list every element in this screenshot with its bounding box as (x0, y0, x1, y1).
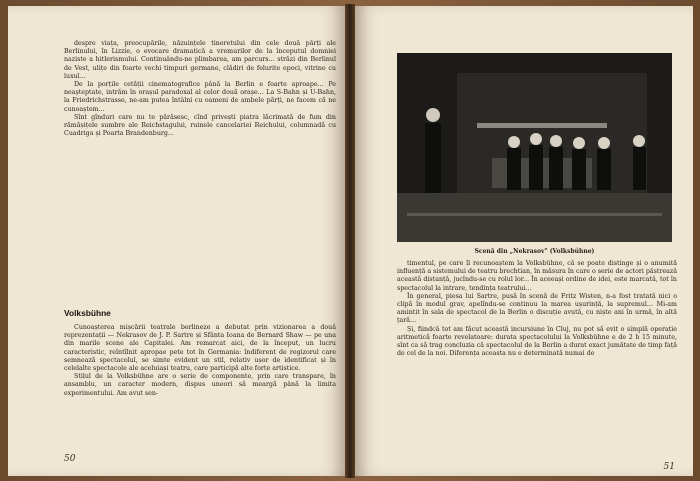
left-page (8, 6, 345, 476)
paragraph: timentul, pe care îl recunoaștem la Volksbühne, că se poate distinge și o anumită influență a sistemului de teatru brechtian, în măsura în care o serie de actori păstrează această distanță, jucîndu-se cu rolul lor... În aceeași ordine de idei, este marcată, tot în spectacolul la intrare, tendința teatrului... (397, 260, 678, 292)
paragraph: În general, piesa lui Sartre, pusă în scenă de Fritz Wisten, n-a fost tratată nici o clipă în modul grav, apelîndu-se continuu la marea ușurință, la supremul... Mi-am amintit în sala de spectacol de la Berlin o discuție avută, cu niște ani în urmă, în altă țară... (397, 292, 677, 325)
right-page-text (397, 260, 677, 358)
paragraph: De la porțile cetății cinematografice până la Berlin e foarte aproape... Pe neașteptate, intrăm în orașul paradoxal al celor două orașe... La S-Bahn și U-Bahn, la Friedrichstrasse, ne-am putea întâlni cu oameni de ambele părți, ne facem că ne cunoaștem... (64, 81, 336, 113)
left-page-bottom-text (64, 324, 336, 398)
paragraph: despre viața, preocupările, năzuințele tineretului din cele două părți ale Berlinului, în Lizzie, o evocare dramatică a vremurilor de la începutul domniei naziste a hitlerismului. Continuându-ne plimbarea, am parcurs... străzi din Berlinul de Vest, ulițe din foarte vechi timpuri germane, clădiri de felurite epoci, vitrine cu luxul... (64, 40, 336, 80)
paragraph: Cunoașterea mișcării teatrale berlineze a debutat prin vizionarea a două reprezentații — Nekrasov de J. P. Sartre și Sfânta Ioana de Bernard Shaw — pe una din marile scene ale Capitalei. Am remarcat aici, de la început, un lucru caracteristic, reîntîlnit apropae pete tot în Germania: îndiferent de regizorul care semnează spectacolul, se simte evident un stil, relativ ușor de identificat și în celelalte spectacole ale aceluiași teatru, care participă alte forte artistice. (64, 324, 336, 373)
section-heading: Volksbühne (64, 308, 111, 318)
page-number: 51 (663, 462, 675, 472)
left-page-top-text (64, 40, 336, 138)
book-spine (345, 4, 355, 478)
paragraph: Și, fiindcă tot am făcut această incursiune în Cluj, nu pot să evit o simplă operație aritmetică foarte revelatoare: durata spectacolului la Volksbühne e de 2 h 15 minute, sînt ca să trag concluzia că spectacolul de la Berlin a durat exact jumătate de timp față de cel de la noi. Diferența aceasta nu e determinată numai de (397, 325, 677, 358)
page-number: 50 (64, 454, 76, 464)
paragraph: Stilul de la Volksbühne are o serie de componente, prin care transpare, în ansamblu, un caracter modern, dispus uneori să meargă până la limita experimentului. Am avut sen- (64, 373, 336, 397)
stage-photo (397, 53, 672, 242)
photo-caption: Scenă din „Nekrasov" (Volksbühne) (474, 248, 595, 255)
right-page (355, 6, 693, 476)
paragraph: Sînt gînduri care nu te părăsesc, cînd privești piatra lăcrimată de fum din rămășițele sumbre ale Reichstagului, ruinele cancelariei Reichului, columnadă cu Cuadriga și Poarta Brandenburg... (64, 113, 336, 138)
